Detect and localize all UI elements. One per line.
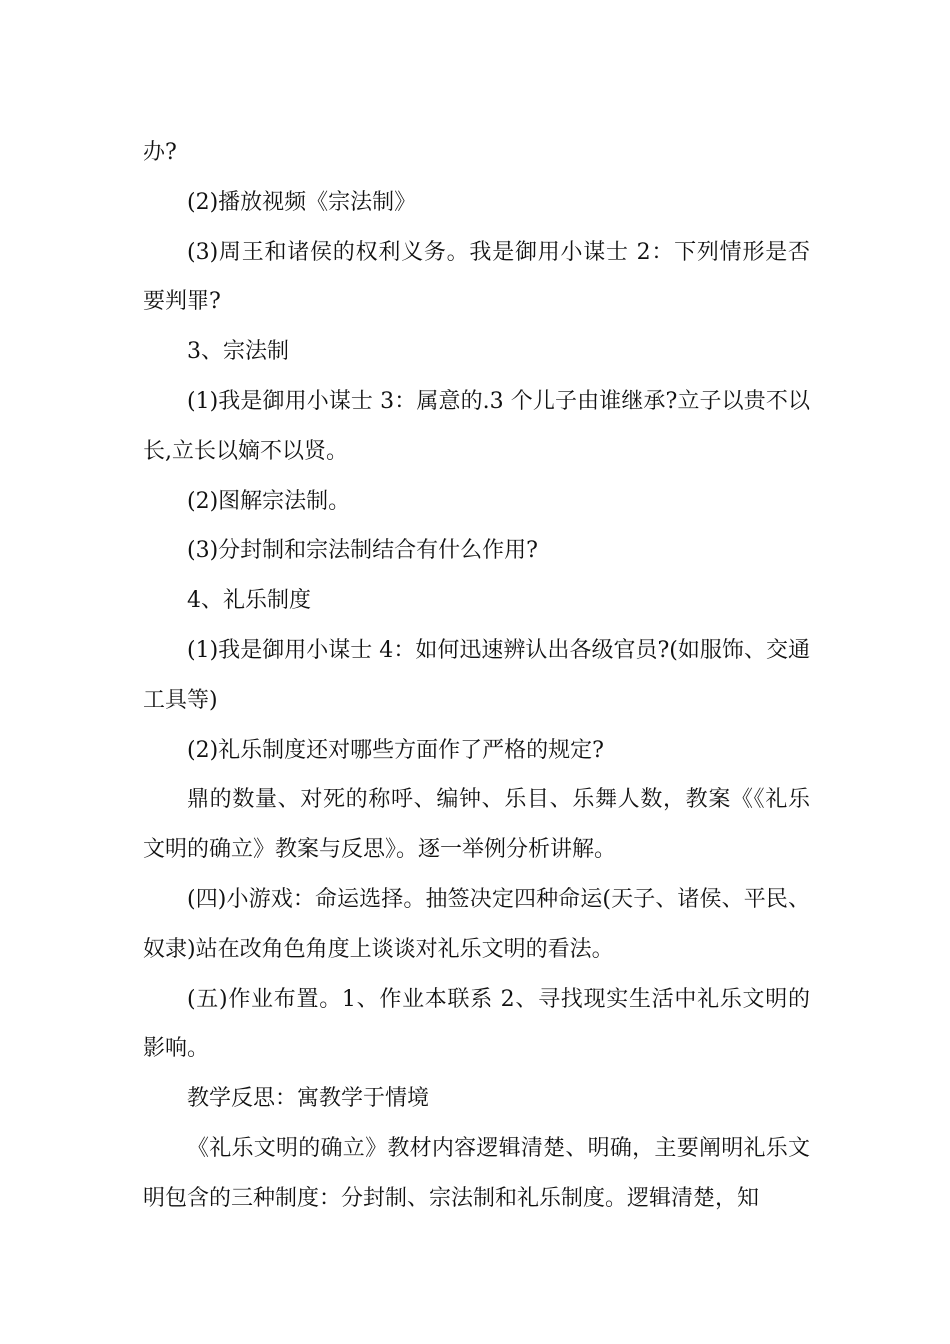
paragraph-homework: (五)作业布置。1、作业本联系 2、寻找现实生活中礼乐文明的影响。 (143, 986, 810, 1062)
document-body (143, 128, 810, 1224)
paragraph-video-clip: (2)播放视频《宗法制》 (187, 189, 417, 215)
paragraph-game: (四)小游戏：命运选择。抽签决定四种命运(天子、诸侯、平民、奴隶)站在改角色角度上谈谈对礼乐文明的看法。 (143, 886, 810, 962)
section-heading-clan-system: 3、宗法制 (187, 339, 289, 365)
paragraph-rights-duties: (3)周王和诸侯的权利义务。我是御用小谋士 2：下列情形是否要判罪? (143, 239, 810, 315)
paragraph-combination: (3)分封制和宗法制结合有什么作用? (187, 538, 538, 564)
section-heading-reflection: 教学反思：寓教学于情境 (187, 1086, 430, 1112)
paragraph-continuation: 办? (143, 140, 177, 165)
paragraph-officials: (1)我是御用小谋士 4：如何迅速辨认出各级官员?(如服饰、交通工具等) (143, 637, 810, 713)
paragraph-regulations: (2)礼乐制度还对哪些方面作了严格的规定? (187, 737, 604, 763)
paragraph-reflection-body: 《礼乐文明的确立》教材内容逻辑清楚、明确，主要阐明礼乐文明包含的三种制度：分封制、宗法制和礼乐制度。逻辑清楚，知 (143, 1135, 810, 1211)
paragraph-examples: 鼎的数量、对死的称呼、编钟、乐目、乐舞人数，教案《《礼乐文明的确立》教案与反思》。逐一举例分析讲解。 (143, 787, 810, 863)
paragraph-succession: (1)我是御用小谋士 3：属意的.3 个儿子由谁继承?立子以贵不以长,立长以嫡不以贤。 (143, 388, 810, 464)
paragraph-diagram: (2)图解宗法制。 (187, 488, 351, 514)
section-heading-rites-music: 4、礼乐制度 (187, 588, 311, 614)
